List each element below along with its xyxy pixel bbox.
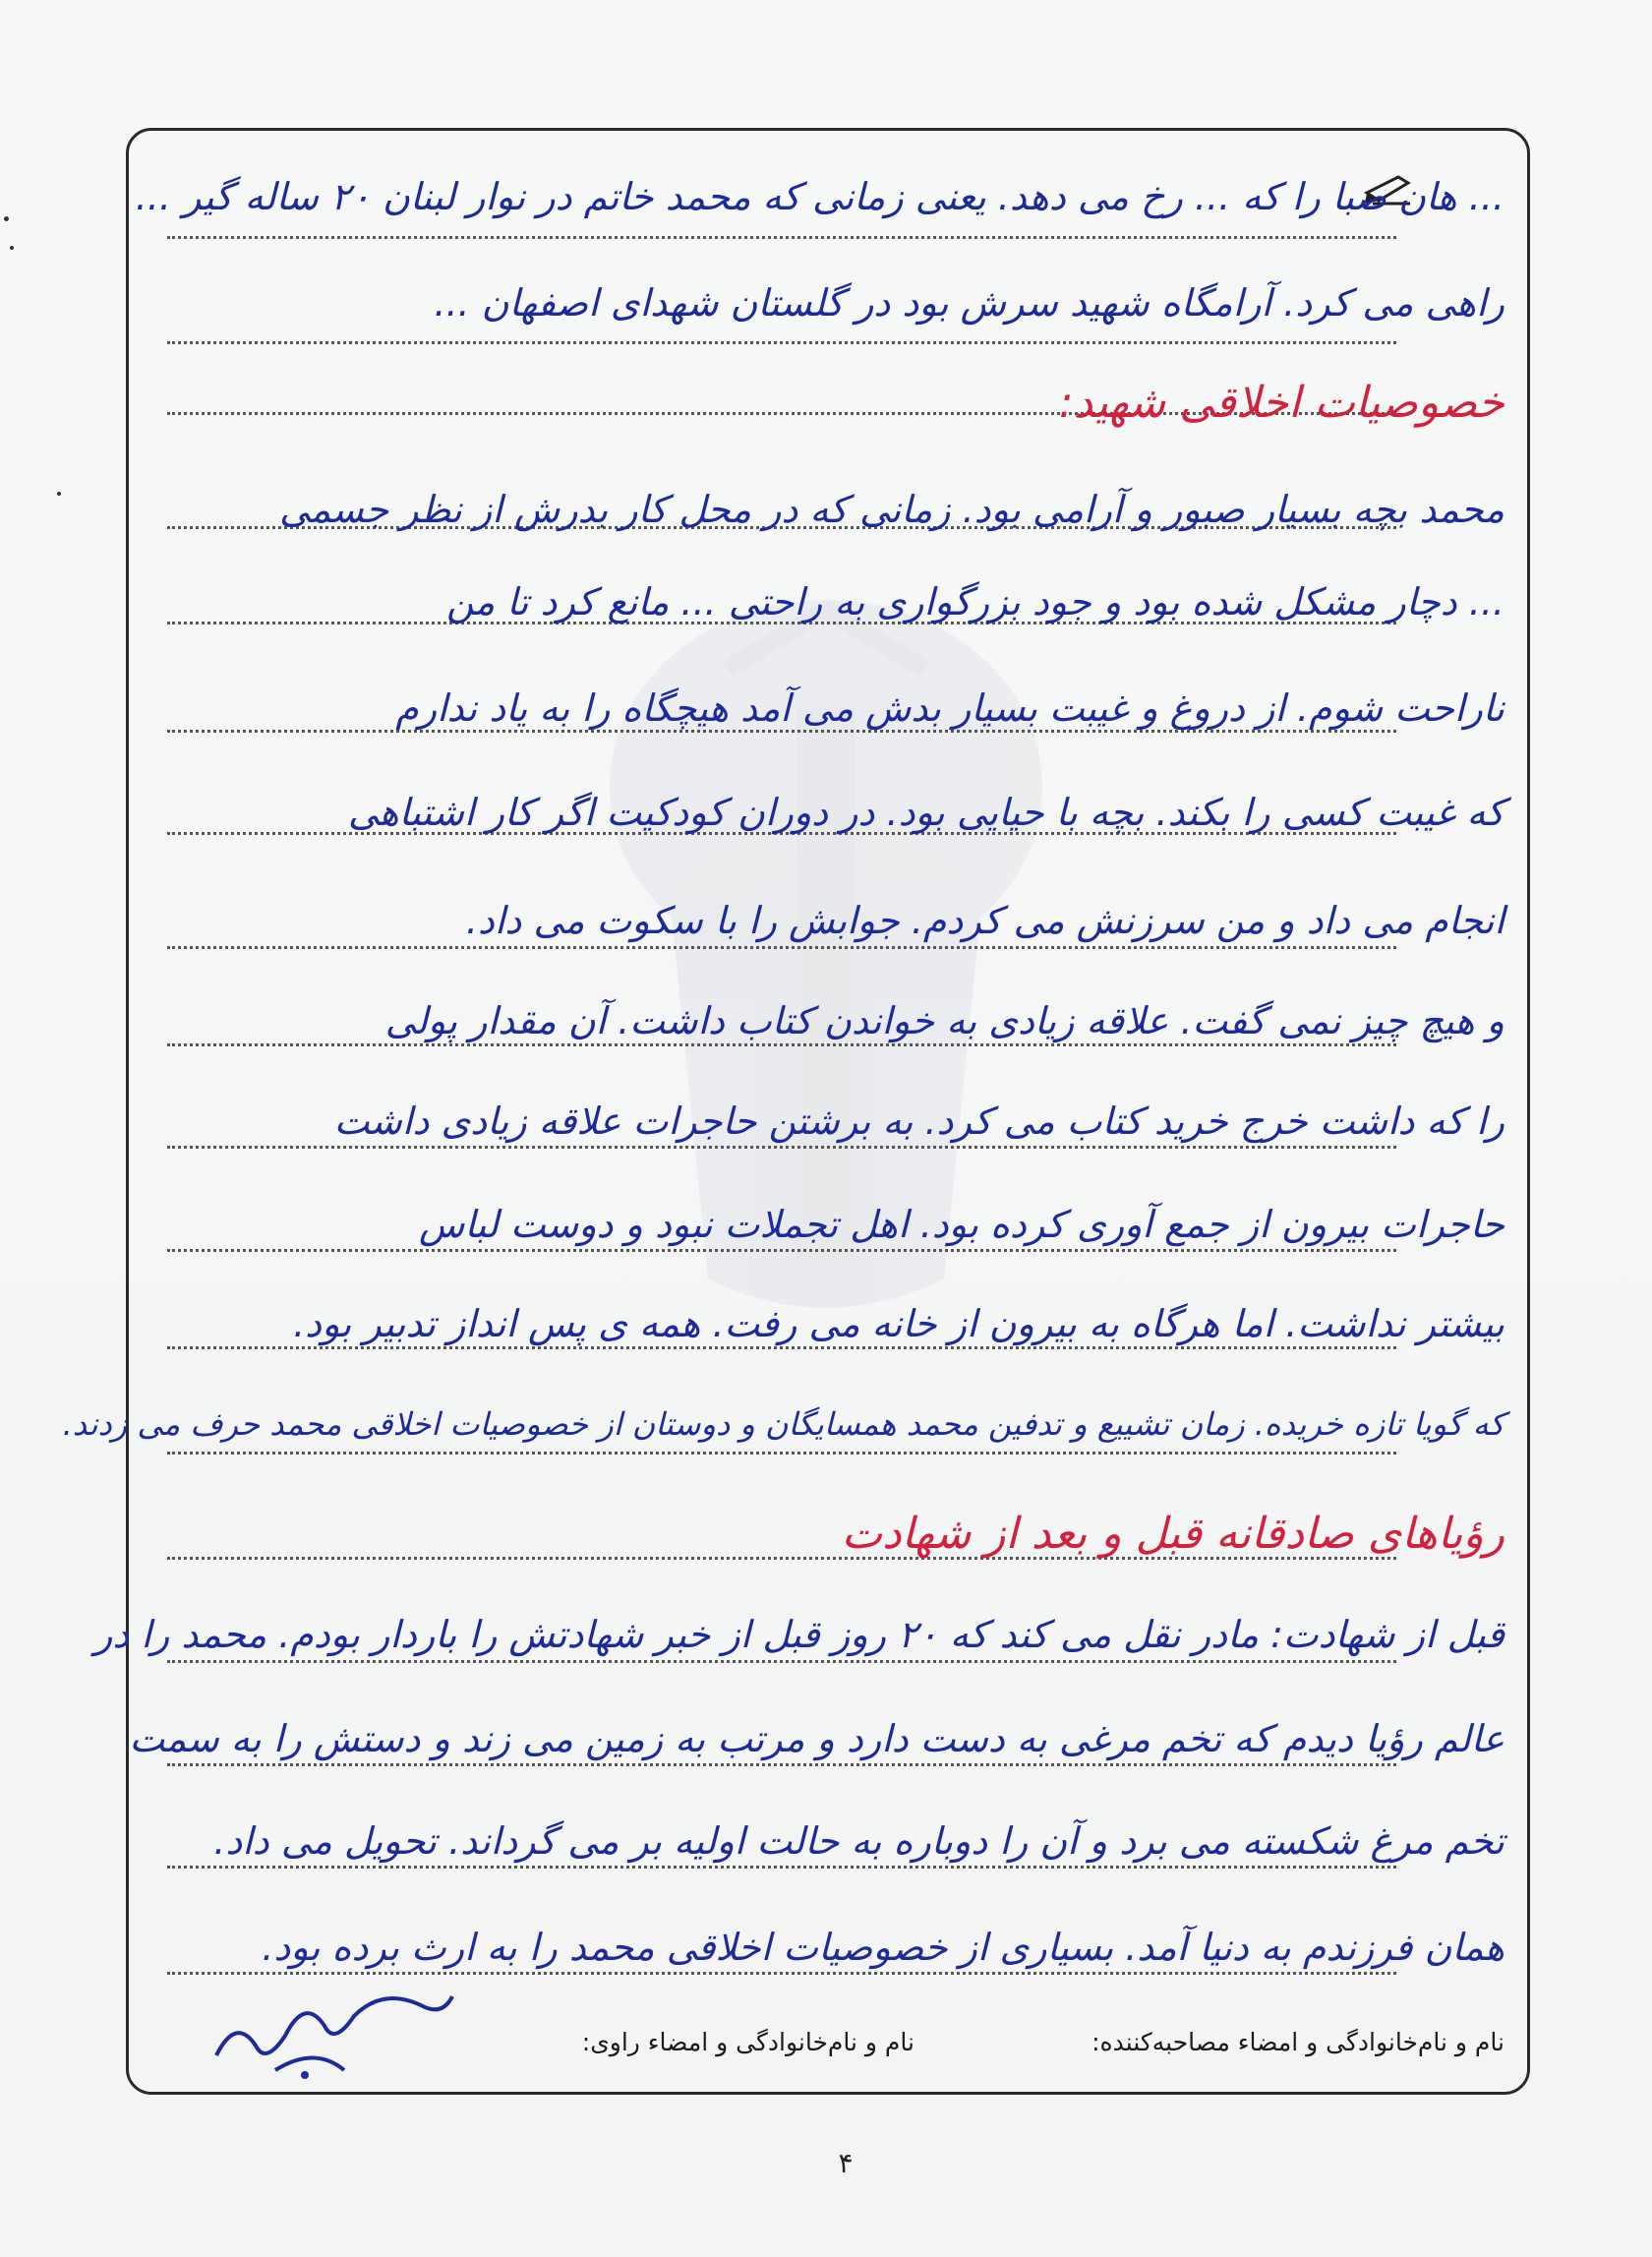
- interviewer-signature-label: نام و نام‌خانوادگی و امضاء مصاحبه‌کننده:: [1092, 2028, 1504, 2056]
- handwritten-line: ... دچار مشکل شده بود و جود بزرگواری به راحتی ... مانع کرد تا من: [445, 580, 1504, 624]
- ruled-line: [167, 236, 1396, 239]
- handwritten-line: که گویا تازه خریده. زمان تشییع و تدفین محمد همسایگان و دوستان از خصوصیات اخلاقی محمد حرف می زدند.: [62, 1405, 1504, 1443]
- handwritten-line: بیشتر نداشت. اما هرگاه به بیرون از خانه می رفت. همه ی پس انداز تدبیر بود.: [293, 1302, 1504, 1345]
- section-heading-ethics: خصوصیات اخلاقی شهید:: [1058, 378, 1504, 428]
- handwritten-line: عالم رؤیا دیدم که تخم مرغی به دست دارد و مرتب به زمین می زند و دستش را به سمت: [129, 1717, 1504, 1760]
- narrator-signature-label: نام و نام‌خانوادگی و امضاء راوی:: [581, 2028, 914, 2056]
- scan-speck: [10, 246, 14, 250]
- handwritten-line: راهی می کرد. آرامگاه شهید سرش بود در گلستان شهدای اصفهان ...: [434, 281, 1504, 325]
- handwritten-line: همان فرزندم به دنیا آمد. بسیاری از خصوصیات اخلاقی محمد را به ارث برده بود.: [262, 1926, 1504, 1969]
- scan-speck: [4, 216, 9, 221]
- handwritten-line: ناراحت شوم. از دروغ و غیبت بسیار بدش می آمد هیچگاه را به یاد ندارم: [395, 686, 1504, 730]
- handwritten-line: را که داشت خرج خرید کتاب می کرد. به برشتن حاجرات علاقه زیادی داشت: [333, 1099, 1504, 1143]
- handwritten-line: و هیچ چیز نمی گفت. علاقه زیادی به خواندن کتاب داشت. آن مقدار پولی: [384, 999, 1504, 1042]
- page-number: ۴: [838, 2147, 854, 2179]
- handwritten-line: که غیبت کسی را بکند. بچه با حیایی بود. در دوران کودکیت اگر کار اشتباهی: [347, 791, 1504, 834]
- ruled-line: [167, 341, 1396, 344]
- handwritten-line: انجام می داد و من سرزنش می کردم. جوابش را با سکوت می داد.: [465, 899, 1504, 942]
- handwritten-line: حاجرات بیرون از جمع آوری کرده بود. اهل تجملات نبود و دوست لباس: [418, 1203, 1504, 1246]
- signature-footer: [374, 2028, 1504, 2067]
- handwritten-line: تخم مرغ شکسته می برد و آن را دوباره به حالت اولیه بر می گرداند. تحویل می داد.: [213, 1819, 1504, 1863]
- handwritten-line: محمد بچه بسیار صبور و آرامی بود. زمانی که در محل کار بدرش از نظر جسمی: [279, 488, 1504, 531]
- handwritten-line: ... هان صبا را که ... رخ می دهد. یعنی زمانی که محمد خاتم در نوار لبنان ۲۰ ساله گیر ...: [135, 175, 1504, 218]
- handwritten-line: قبل از شهادت: مادر نقل می کند که ۲۰ روز قبل از خبر شهادتش را باردار بودم. محمد را در: [94, 1613, 1504, 1656]
- scan-speck: [57, 492, 61, 496]
- section-heading-dreams: رؤیاهای صادقانه قبل و بعد از شهادت: [841, 1509, 1504, 1559]
